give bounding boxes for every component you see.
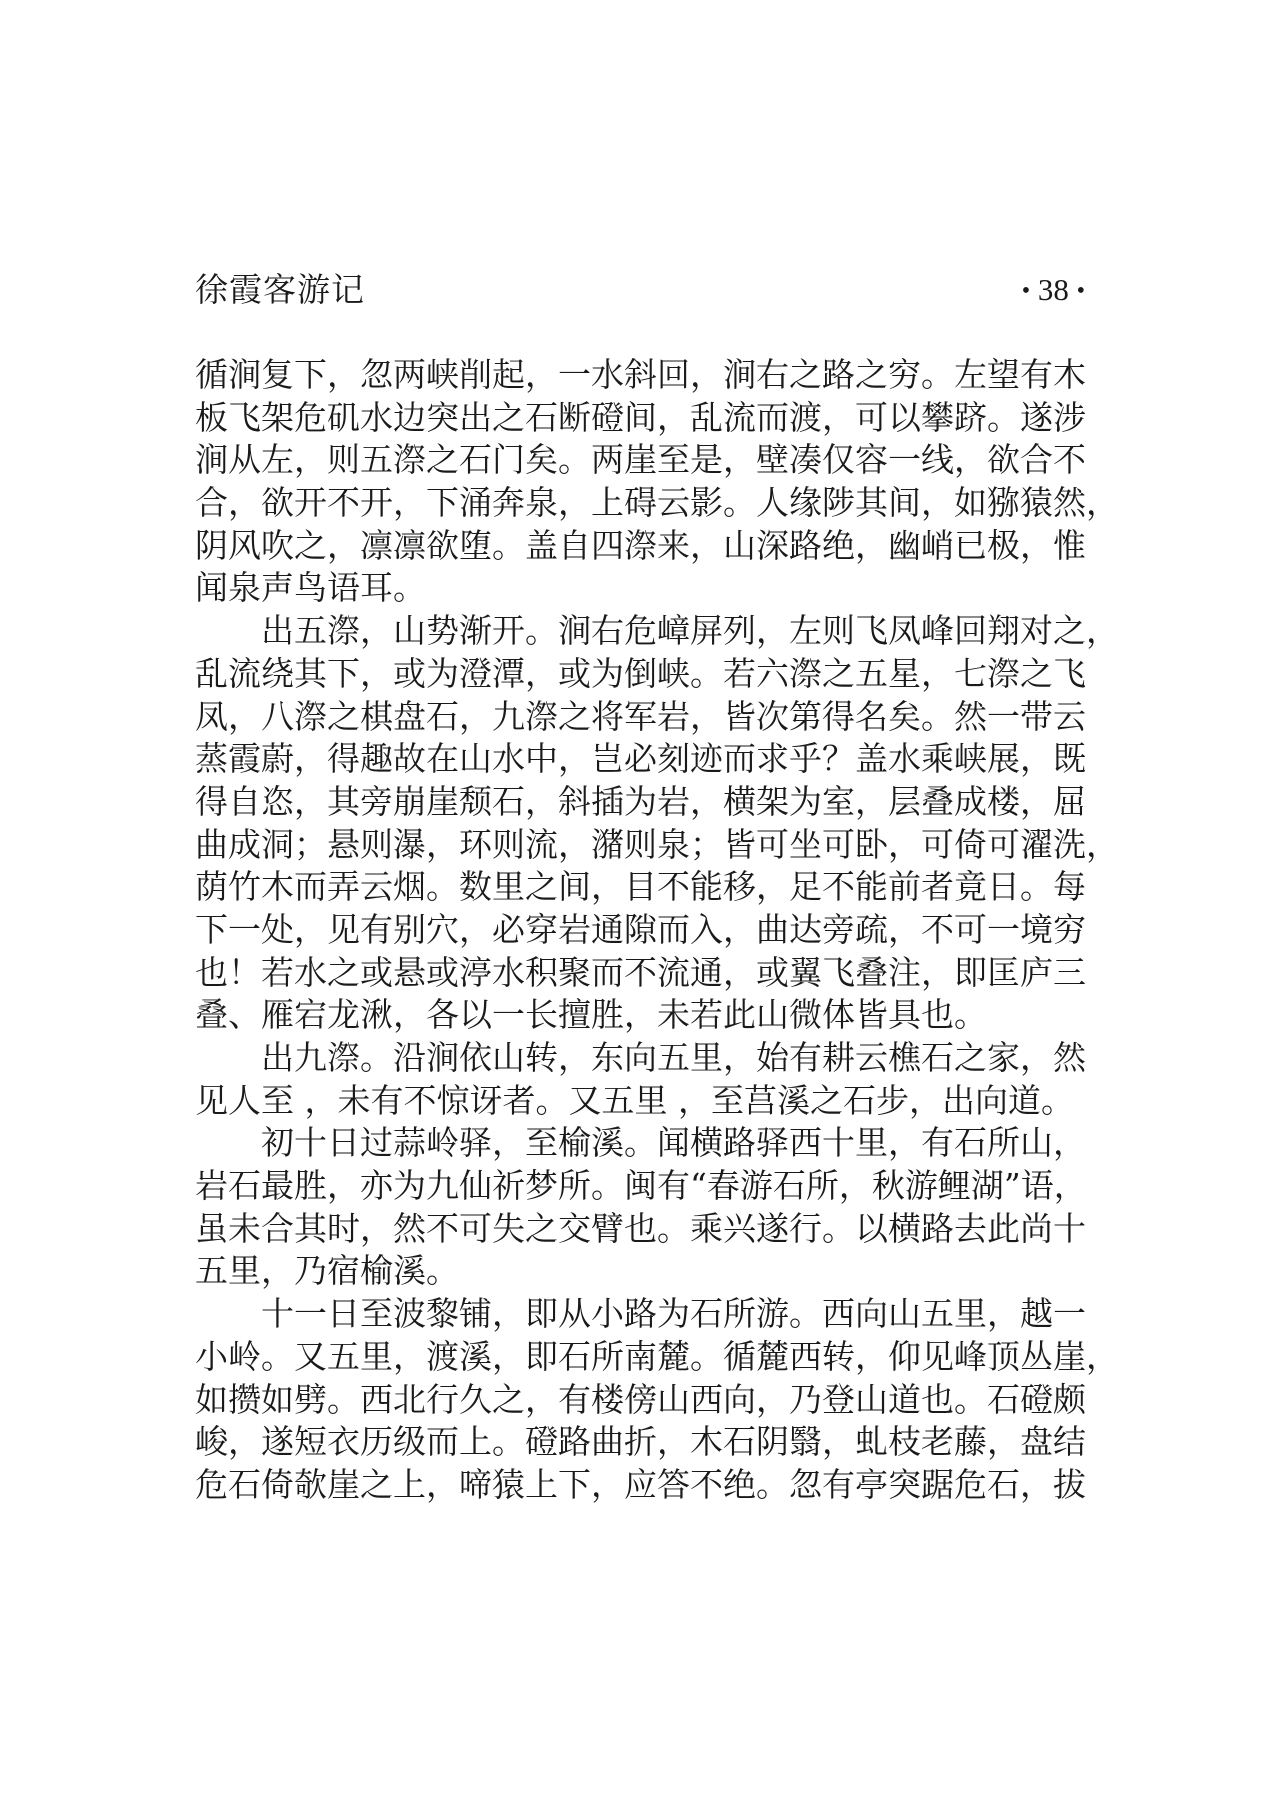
text-line: 荫竹木而弄云烟。数里之间，目不能移，足不能前者竟日。每 (195, 867, 1086, 907)
text-line: 峻，遂短衣历级而上。磴路曲折，木石阴翳，虬枝老藤，盘结 (195, 1422, 1086, 1462)
text-line: 凤，八漈之棋盘石，九漈之将军岩，皆次第得名矣。然一带云 (195, 696, 1086, 736)
text-line: 也！若水之或悬或渟水积聚而不流通，或翼飞叠注，即匡庐三 (195, 952, 1086, 992)
page-number-wrapper (1022, 265, 1085, 316)
text-line: 初十日过蒜岭驿，至榆溪。闻横路驿西十里，有石所山， (261, 1123, 1086, 1163)
text-line: 叠、雁宕龙湫，各以一长擅胜，未若此山微体皆具也。 (195, 995, 987, 1035)
page-number-dot-left: • (1021, 278, 1031, 304)
text-line: 乱流绕其下，或为澄潭，或为倒峡。若六漈之五星，七漈之飞 (195, 653, 1086, 693)
text-line: 危石倚欹崖之上，啼猿上下，应答不绝。忽有亭突踞危石，拔 (195, 1464, 1086, 1504)
page-number-dot-right: • (1076, 278, 1085, 304)
text-line: 十一日至波黎铺，即从小路为石所游。西向山五里，越一 (261, 1294, 1086, 1334)
book-title: 徐霞客游记 (195, 270, 365, 309)
text-line: 板飞架危矶水边突出之石断磴间，乱流而渡，可以攀跻。遂涉 (195, 397, 1086, 437)
text-line: 出五漈，山势渐开。涧右危嶂屏列，左则飞凤峰回翔对之， (261, 611, 1119, 651)
text-line: 下一处，见有别穴，必穿岩通隙而入，曲达旁疏，不可一境穷 (195, 909, 1086, 949)
page-header (195, 265, 1085, 315)
text-line: 闻泉声鸟语耳。 (195, 568, 426, 608)
text-line: 循涧复下，忽两峡削起，一水斜回，涧右之路之穷。左望有木 (195, 355, 1086, 394)
body-text (195, 354, 1119, 1507)
text-line: 阴风吹之，凛凛欲堕。盖自四漈来，山深路绝，幽峭已极，惟 (195, 525, 1086, 565)
text-line: 涧从左，则五漈之石门矣。两崖至是，壁凑仅容一线，欲合不 (195, 440, 1086, 480)
text-line: 如攒如劈。西北行久之，有楼傍山西向，乃登山道也。石磴颇 (195, 1379, 1086, 1419)
text-line: 出九漈。沿涧依山转，东向五里，始有耕云樵石之家，然 (261, 1038, 1086, 1077)
text-line: 蒸霞蔚，得趣故在山水中，岂必刻迹而求乎？盖水乘峡展，既 (195, 739, 1086, 779)
text-line: 合，欲开不开，下涌奔泉，上碍云影。人缘陟其间，如猕猿然， (195, 483, 1119, 523)
text-line: 小岭。又五里，渡溪，即石所南麓。循麓西转，仰见峰顶丛崖， (195, 1336, 1119, 1376)
text-line: 得自恣，其旁崩崖颓石，斜插为岩，横架为室，层叠成楼，屈 (195, 781, 1086, 821)
page-number: 38 (1037, 272, 1069, 307)
text-line: 五里，乃宿榆溪。 (195, 1251, 459, 1291)
text-line: 岩石最胜，亦为九仙祈梦所。闽有“春游石所，秋游鲤湖”语， (195, 1166, 1087, 1206)
text-line: 曲成洞；悬则瀑，环则流，潴则泉；皆可坐可卧，可倚可濯洗， (195, 824, 1119, 864)
text-line: 虽未合其时，然不可失之交臂也。乘兴遂行。以横路去此尚十 (195, 1208, 1086, 1248)
text-line: 见人至 ，未有不惊讶者。又五里 ，至莒溪之石步，出向道。 (195, 1080, 1074, 1120)
